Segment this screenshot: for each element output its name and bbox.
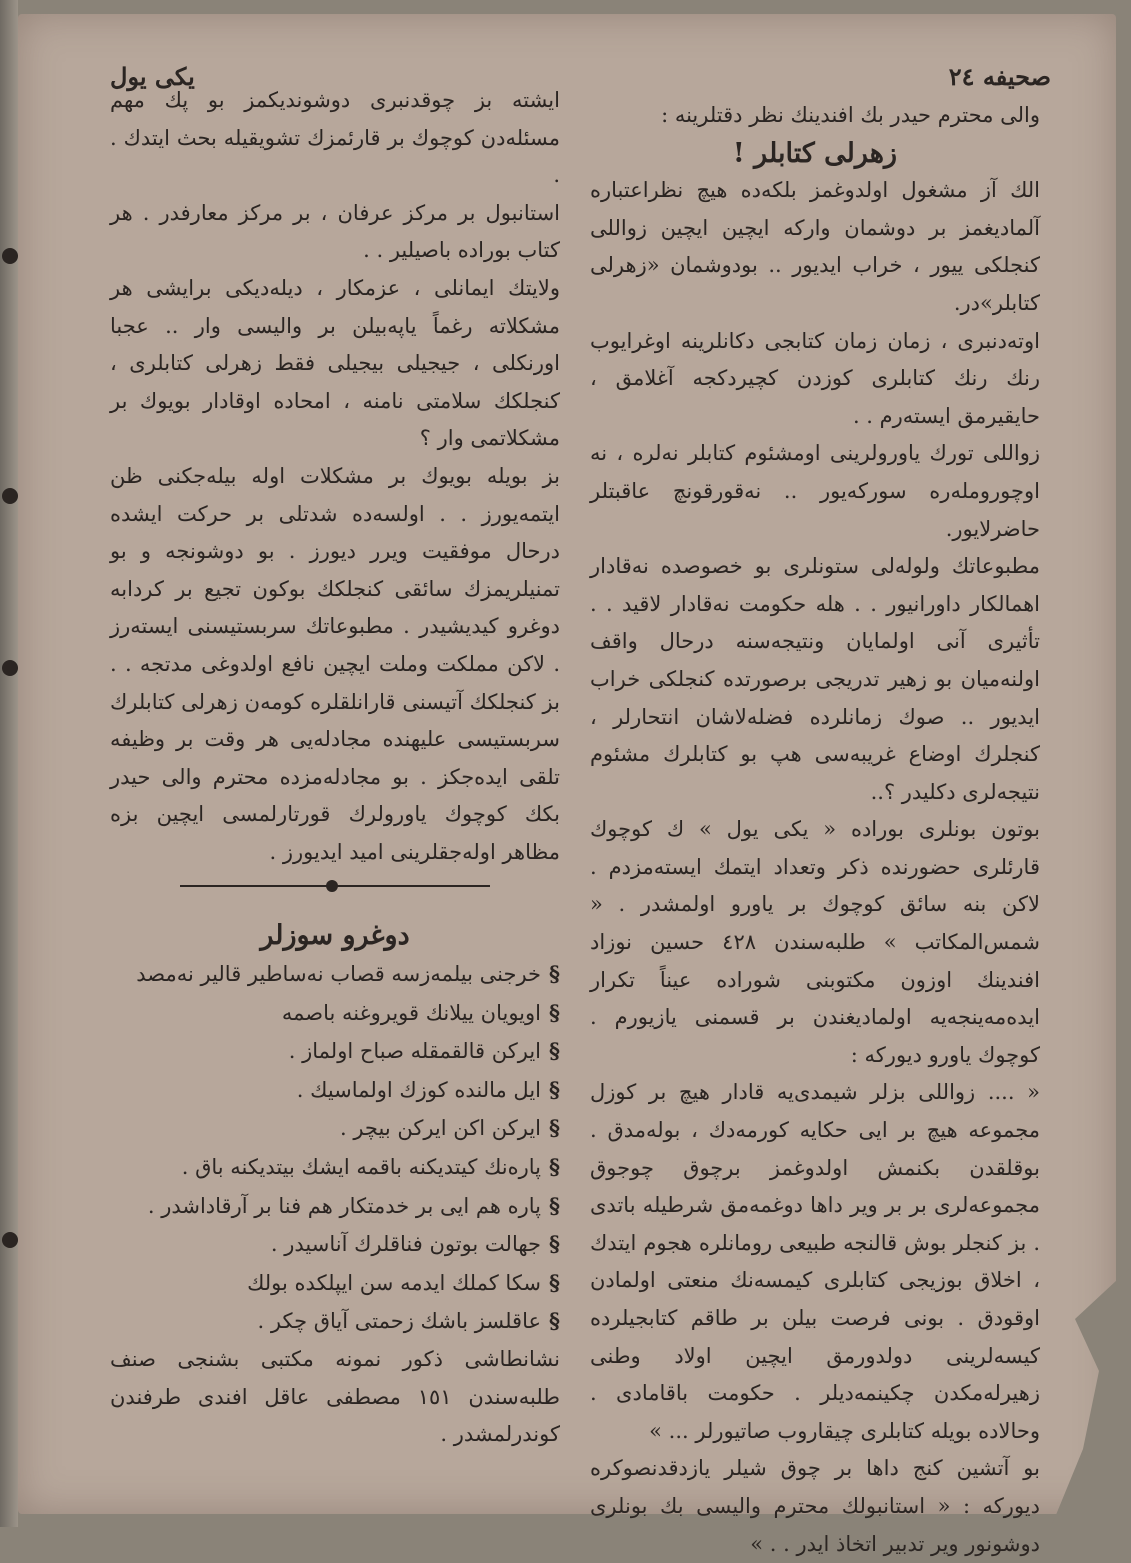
saying-item: §پاره هم ایی بر خدمتکار هم فنا بر آرقاداشدر . bbox=[147, 1192, 560, 1218]
saying-item: §سکا کملك ایدمه سن ایپلکده بولك bbox=[247, 1269, 560, 1295]
section-mark-icon: § bbox=[549, 1115, 560, 1141]
article-paragraph: مطبوعاتك ولوله‌لی ستونلری بو خصوصده نه‌قادار اهمالکار داورانیور . . هله حکومت نه‌قادار لاقید . . تأثیری آنی اولمایان ونتیجه‌سنه درحال واقف اولنه‌میان بو زهیر تدریجی برصورتده کنجلکی خراب ایدیور .. صوك زمانلرده فضله‌لاشان انتحارلر ، کنجلرك اوضاع غریبه‌سی هپ بو کتابلرك مشئوم نتیجه‌لری دکلیدر ؟.. bbox=[590, 554, 1040, 804]
section-mark-icon: § bbox=[549, 1076, 560, 1102]
section-mark-icon: § bbox=[549, 1038, 560, 1064]
saying-item: §عاقلسز باشك زحمتی آیاق چکر . bbox=[257, 1308, 560, 1334]
letter-quote: « .... زواللی بزلر شیمدی‌یه قادار هیچ بر کوزل مجموعه هیچ بر ایی حکایه کورمه‌دك ، بوله‌مدق . بوقلقدن بکنمش اولدوغمز برچوق چوجوق مجموعه‌لری بر بر ویر داها دوغمه‌مق شرطیله باتدی . بز کنجلر بوش قالنجه طبیعی رومانلره هجوم ایتدك ، اخلاق بوزیجی کتابلری کیمسه‌نك منعتی اولمادن اوقودق . بونی فرصت بیلن بر طاقم کتابجیلرده کیسه‌لرینی دولدورمق ایچین اولاد وطنی زهیرله‌مکدن چکینمه‌دیلر . حکومت باقامادی . وحالاده بویله کتابلری چیقاروب صاتیورلر ... » bbox=[590, 1080, 1040, 1443]
article-title: زهرلی کتابلر ! bbox=[732, 137, 898, 169]
saying-item: §ایرکن قالقمقله صباح اولماز . bbox=[288, 1038, 560, 1064]
saying-item: §جهالت بوتون فناقلرك آناسیدر . bbox=[270, 1231, 560, 1257]
section-mark-icon: § bbox=[549, 961, 560, 987]
ornamental-divider bbox=[180, 885, 490, 887]
section-mark-icon: § bbox=[549, 999, 560, 1025]
section-title: دوغرو سوزلر bbox=[260, 920, 410, 952]
right-column bbox=[590, 97, 1040, 1563]
article-paragraph: ولایتك ایمانلی ، عزمکار ، دیله‌دیکی برایشی هر مشکلاته رغماً یاپه‌بیلن بر والیسی وار .. عجبا اورنکلی ، جیجیلی بیجیلی فقط زهرلی کتابلری ، کنجلکك سلامتی نامنه ، امحاده اوقادار بویوك بر مشکلاتمی وار ؟ bbox=[110, 275, 560, 451]
article-paragraph: الك آز مشغول اولدوغمز بلکه‌ده هیچ نظراعتباره آلمادیغمز بر دوشمان وارکه ایچین ایچین زواللی کنجلکی ییور ، خراب ایدیور .. بودوشمان «زهرلی کتابلر»در. bbox=[590, 178, 1040, 315]
article-paragraph: بوتون بونلری بوراده « یکی یول » ك کوچوك قارئلری حضورنده ذکر وتعداد ایتمك ایسته‌مزدم . لاکن بنه سائق کوچوك بر یاورو اولمشدر . « شمس‌المکاتب » طلبه‌سندن ٤٢٨ حسین نوزاد افندینك اوزون مکتوبنی شوراده عیناً تکرار ایده‌مه‌ینجه‌یه اولمادیغندن بر قسمنی یازیورم . کوچوك یاورو دیورکه : bbox=[590, 817, 1040, 1067]
binding-hole bbox=[2, 660, 18, 676]
contributor-note: نشانطاشی ذکور نمونه مکتبی بشنجی صنف طلبه‌سندن ١٥١ مصطفی عاقل افندی طرفندن کوندرلمشدر . bbox=[110, 1347, 560, 1447]
article-paragraph: بز بویله بویوك بر مشکلات اوله بیله‌جکنی ظن ایتمه‌یورز . . اولسه‌ده شدتلی بر حرکت ایشده درحال موفقیت ویرر دیورز . بو دوشونجه و بو تمنیلریمزك سائقی کنجلکك بوکون تجیع بر کردابه دوغرو کیدیشیدر . مطبوعاتك سربستیسنی ایسته‌رز . لاکن مملکت وملت ایچین نافع اولدوغی مدتجه . . بز کنجلکك آتیسنی قارانلقلره کومه‌ن زهرلی کتابلرك سربستیسی علیهنده مجادله‌یی هر وقت بر وظیفه تلقی ایده‌جکز . بو مجادله‌مزده محترم والی حیدر بکك کوچوك یاورولرك قورتارلمسی ایچین بزه مظاهر اوله‌جقلرینی امید ایدیورز . bbox=[110, 463, 560, 864]
article-paragraph: بو آتشین کنج داها بر چوق شیلر یازدقدنصوکره دیورکه : « استانبولك محترم والیسی بك بونلری دوشونور ویر تدبیر اتخاذ ایدر . . » bbox=[590, 1456, 1040, 1556]
binding-edge bbox=[0, 0, 18, 1527]
saying-item: §ایل مالنده کوزك اولماسیك . bbox=[296, 1076, 560, 1102]
binding-hole bbox=[2, 488, 18, 504]
section-mark-icon: § bbox=[549, 1308, 560, 1334]
saying-item: §ایرکن اکن ایرکن بیچر . bbox=[339, 1115, 560, 1141]
binding-hole bbox=[2, 1232, 18, 1248]
section-mark-icon: § bbox=[549, 1154, 560, 1180]
paper-name: یکی یول bbox=[110, 62, 195, 91]
section-mark-icon: § bbox=[549, 1231, 560, 1257]
page-label: صحیفه ۲٤ bbox=[948, 62, 1051, 91]
section-mark-icon: § bbox=[549, 1192, 560, 1218]
article-paragraph: ایشته بز چوقدنبری دوشوندیکمز بو پك مهم مسئله‌دن کوچوك بر قارئمزك تشویقیله بحث ایتدك . . bbox=[110, 88, 560, 188]
saying-item: §پاره‌نك کیتدیکنه باقمه ایشك بیتدیکنه باق . bbox=[181, 1154, 560, 1180]
article-paragraph: زواللی تورك یاورولرینی اومشئوم کتابلر نه‌لره ، نه اوچورومله‌ره سورکه‌یور .. نه‌قورقونچ عاقبتلر حاضرلایور. bbox=[590, 441, 1040, 541]
binding-hole bbox=[2, 248, 18, 264]
saying-item: §خرجنی بیلمه‌زسه قصاب نه‌ساطیر قالیر نه‌مصد bbox=[136, 961, 560, 987]
saying-item: §اویویان ییلانك قویروغنه باصمه bbox=[281, 999, 560, 1025]
sayings-list bbox=[110, 955, 560, 1341]
left-column bbox=[110, 82, 560, 1454]
section-mark-icon: § bbox=[549, 1269, 560, 1295]
article-paragraph: استانبول بر مرکز عرفان ، بر مرکز معارفدر . هر کتاب بوراده باصیلیر . . bbox=[110, 200, 560, 263]
dedication-line: والی محترم حیدر بك افندینك نظر دقتلرینه : bbox=[661, 103, 1040, 127]
article-paragraph: اوته‌دنبری ، زمان زمان کتابجی دکانلرینه اوغرایوب رنك رنك کتابلری کوزدن کچیردکجه آغلامق ، حایقیرمق ایسته‌رم . . bbox=[590, 328, 1040, 428]
